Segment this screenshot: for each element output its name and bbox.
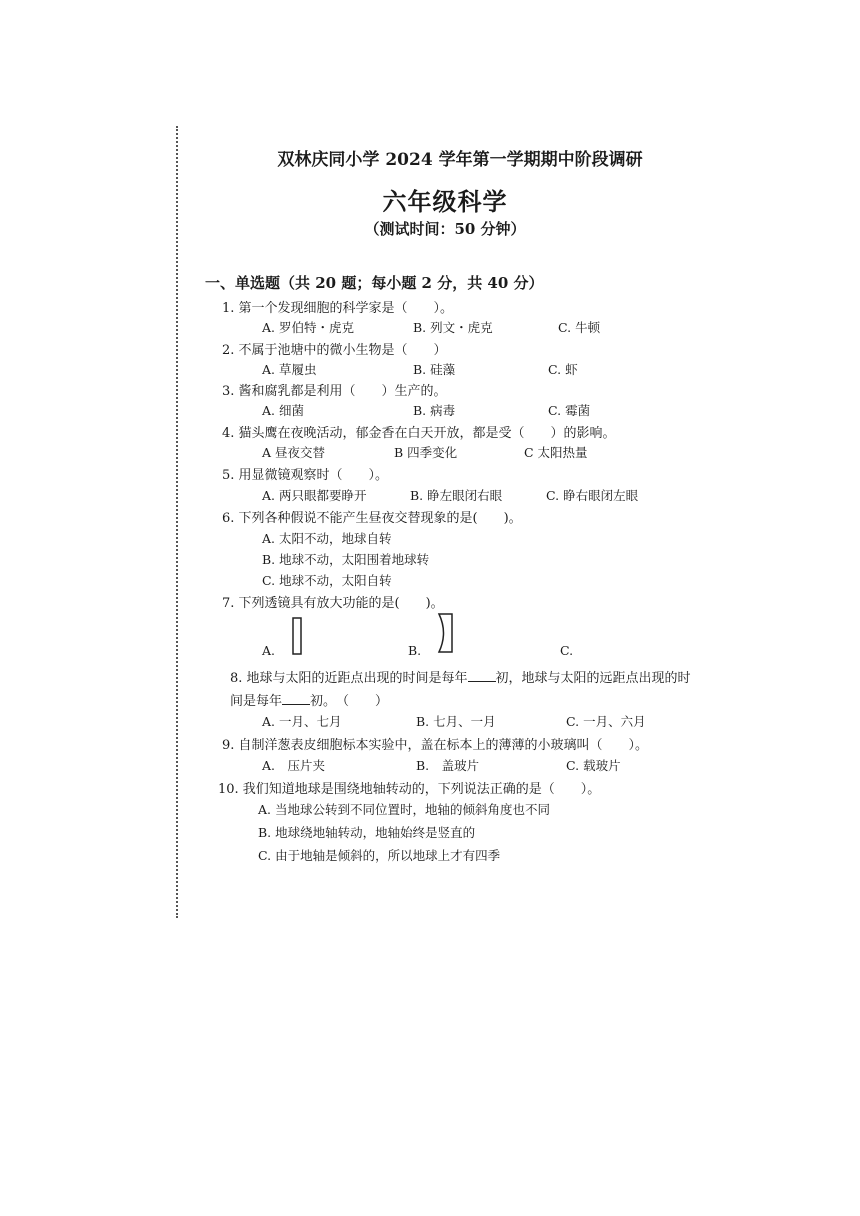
section-title: 一、单选题（共 20 题；每小题 2 分，共 40 分） [205, 274, 544, 292]
question-7-stem: 7. 下列透镜具有放大功能的是( )。 [222, 596, 444, 611]
question-5-option-a: A. 两只眼都要睁开 [262, 488, 367, 503]
question-8-stem-line2-part2: 初。 （ ） [310, 694, 389, 709]
question-1-option-c: C. 牛顿 [558, 320, 601, 335]
question-5-option-b: B. 睁左眼闭右眼 [410, 488, 503, 503]
question-9-stem: 9. 自制洋葱表皮细胞标本实验中，盖在标本上的薄薄的小玻璃叫（ ）。 [222, 738, 649, 753]
question-6-stem: 6. 下列各种假说不能产生昼夜交替现象的是( )。 [222, 511, 522, 526]
answer-blank [468, 669, 496, 682]
question-7-option-b: B. [408, 643, 422, 658]
question-8-stem-line1 [230, 667, 691, 686]
question-1-stem: 1. 第一个发现细胞的科学家是（ ）。 [222, 301, 454, 316]
question-6-option-a: A. 太阳不动，地球自转 [262, 531, 392, 546]
question-10-option-a: A. 当地球公转到不同位置时，地轴的倾斜角度也不同 [258, 802, 550, 817]
question-1-option-a: A. 罗伯特・虎克 [262, 320, 354, 335]
question-9-option-a: A. 压片夹 [262, 758, 326, 773]
question-6-option-c: C. 地球不动，太阳自转 [262, 573, 392, 588]
answer-blank [282, 692, 310, 705]
question-2-option-b: B. 硅藻 [413, 362, 456, 377]
question-2-option-a: A. 草履虫 [262, 362, 317, 377]
question-9-option-c: C. 载玻片 [566, 758, 621, 773]
question-8-option-b: B. 七月、一月 [416, 714, 496, 729]
question-3-option-a: A. 细菌 [262, 403, 304, 418]
flat-lens-icon [291, 616, 305, 660]
question-2-stem: 2. 不属于池塘中的微小生物是（ ） [222, 343, 447, 358]
binding-margin-line [176, 126, 178, 918]
question-3-option-b: B. 病毒 [413, 403, 456, 418]
subject-title: 六年级科学 [382, 187, 508, 216]
question-4-option-b: B 四季变化 [394, 445, 458, 460]
question-10-stem: 10. 我们知道地球是围绕地轴转动的，下列说法正确的是（ ）。 [218, 782, 601, 797]
question-8-option-a: A. 一月、七月 [262, 714, 342, 729]
question-10-option-b: B. 地球绕地轴转动，地轴始终是竖直的 [258, 825, 476, 840]
question-4-option-c: C 太阳热量 [524, 445, 588, 460]
question-7-option-a: A. [262, 643, 276, 658]
test-duration: （测试时间：50 分钟） [364, 220, 526, 238]
question-6-option-b: B. 地球不动，太阳围着地球转 [262, 552, 430, 567]
question-8-option-c: C. 一月、六月 [566, 714, 646, 729]
question-8-stem-part1: 8. 地球与太阳的近距点出现的时间是每年 [230, 671, 468, 686]
question-5-stem: 5. 用显微镜观察时（ ）。 [222, 468, 389, 483]
question-1-option-b: B. 列文・虎克 [413, 320, 493, 335]
question-3-option-c: C. 霉菌 [548, 403, 591, 418]
concave-lens-icon [436, 611, 456, 659]
question-8-stem-line2 [230, 690, 388, 709]
question-4-option-a: A 昼夜交替 [262, 445, 326, 460]
question-8-stem-part2: 初，地球与太阳的远距点出现的时 [495, 671, 691, 686]
question-8-stem-line2-part1: 间是每年 [230, 694, 283, 709]
question-5-option-c: C. 睁右眼闭左眼 [546, 488, 639, 503]
question-7-option-c: C. [560, 643, 574, 658]
question-4-stem: 4. 猫头鹰在夜晚活动，郁金香在白天开放，都是受（ ）的影响。 [222, 426, 616, 441]
school-title: 双林庆同小学 2024 学年第一学期期中阶段调研 [277, 150, 643, 170]
question-9-option-b: B. 盖玻片 [416, 758, 480, 773]
question-2-option-c: C. 虾 [548, 362, 578, 377]
question-3-stem: 3. 酱和腐乳都是利用（ ）生产的。 [222, 384, 447, 399]
question-10-option-c: C. 由于地轴是倾斜的，所以地球上才有四季 [258, 848, 501, 863]
